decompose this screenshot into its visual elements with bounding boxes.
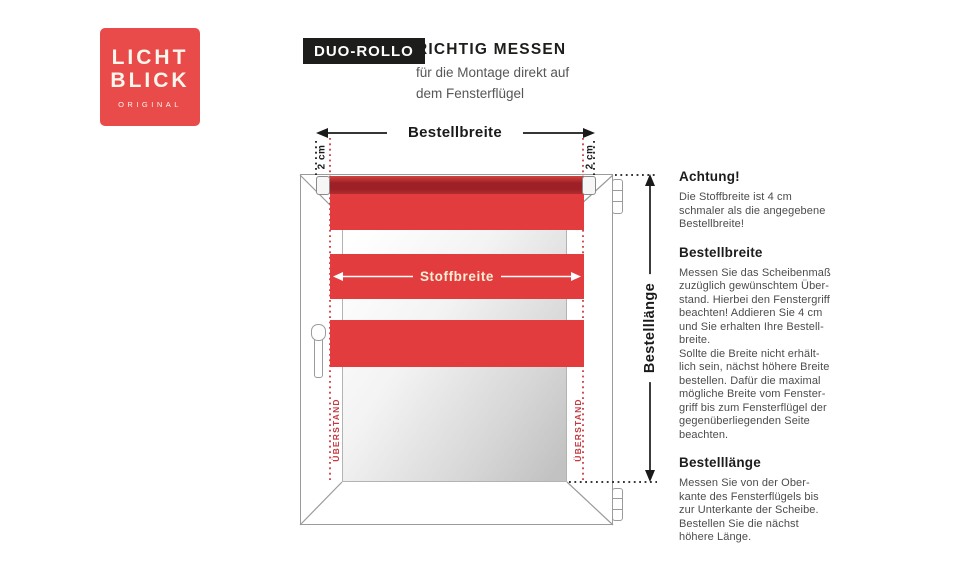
instructions-panel <box>679 169 864 545</box>
section-heading-bestelllaenge: Bestelllänge <box>679 455 761 470</box>
fabric-width-label: Stoffbreite <box>419 269 495 284</box>
section-body-bestellbreite: Messen Sie das Scheibenmaß zuzüglich gewünschtem Über- stand. Hierbei den Fenstergriff beachten! Addieren Sie 4 cm und Sie erhalten Ihre Bestell- breite. Sollte die Breite nicht erhält- lich sein, nächst höhere Breite bestellen. Dafür die maximal mögliche Breite vom Fenster- griff bis zum Fensterflügel der gegenüberliegenden Seite beachten. <box>679 266 831 441</box>
overhang-label-right: ÜBERSTAND <box>573 398 583 462</box>
window-handle <box>311 324 326 341</box>
section-heading-achtung: Achtung! <box>679 169 740 184</box>
page-title: RICHTIG MESSEN <box>416 41 567 58</box>
fabric-stripe-1 <box>330 194 584 230</box>
logo-word-blick: BLICK <box>110 68 190 92</box>
edge-gap-label-right: 2 cm <box>584 144 596 170</box>
page-subtitle <box>416 63 569 104</box>
section-body-achtung: Die Stoffbreite ist 4 cm schmaler als die angegebene Bestellbreite! <box>679 191 826 230</box>
blind-cassette <box>330 176 584 194</box>
cassette-end-cap-right <box>582 176 596 195</box>
window-hinge-bottom <box>612 488 623 521</box>
window-hinge-top <box>612 179 623 214</box>
edge-gap-label-left: 2 cm <box>316 144 328 170</box>
fabric-stripe-2 <box>330 254 584 299</box>
order-length-label: Bestelllänge <box>642 274 658 382</box>
page-subtitle-line1: für die Montage direkt auf <box>416 65 570 80</box>
lichtblick-logo <box>100 28 200 126</box>
cassette-end-cap-left <box>316 176 330 195</box>
overhang-label-left: ÜBERSTAND <box>331 398 341 462</box>
page-subtitle-line2: dem Fensterflügel <box>416 85 525 101</box>
logo-word-licht: LICHT <box>111 45 189 69</box>
product-badge: DUO-ROLLO <box>303 38 425 64</box>
order-width-label: Bestellbreite <box>387 125 523 141</box>
section-heading-bestellbreite: Bestellbreite <box>679 244 763 260</box>
logo-word-original: ORIGINAL <box>118 99 182 109</box>
section-body-bestelllaenge: Messen Sie von der Ober- kante des Fensterflügels bis zur Unterkante der Scheibe. Bestellen Sie die nächst höhere Länge. <box>679 477 819 543</box>
fabric-stripe-3 <box>330 320 584 367</box>
